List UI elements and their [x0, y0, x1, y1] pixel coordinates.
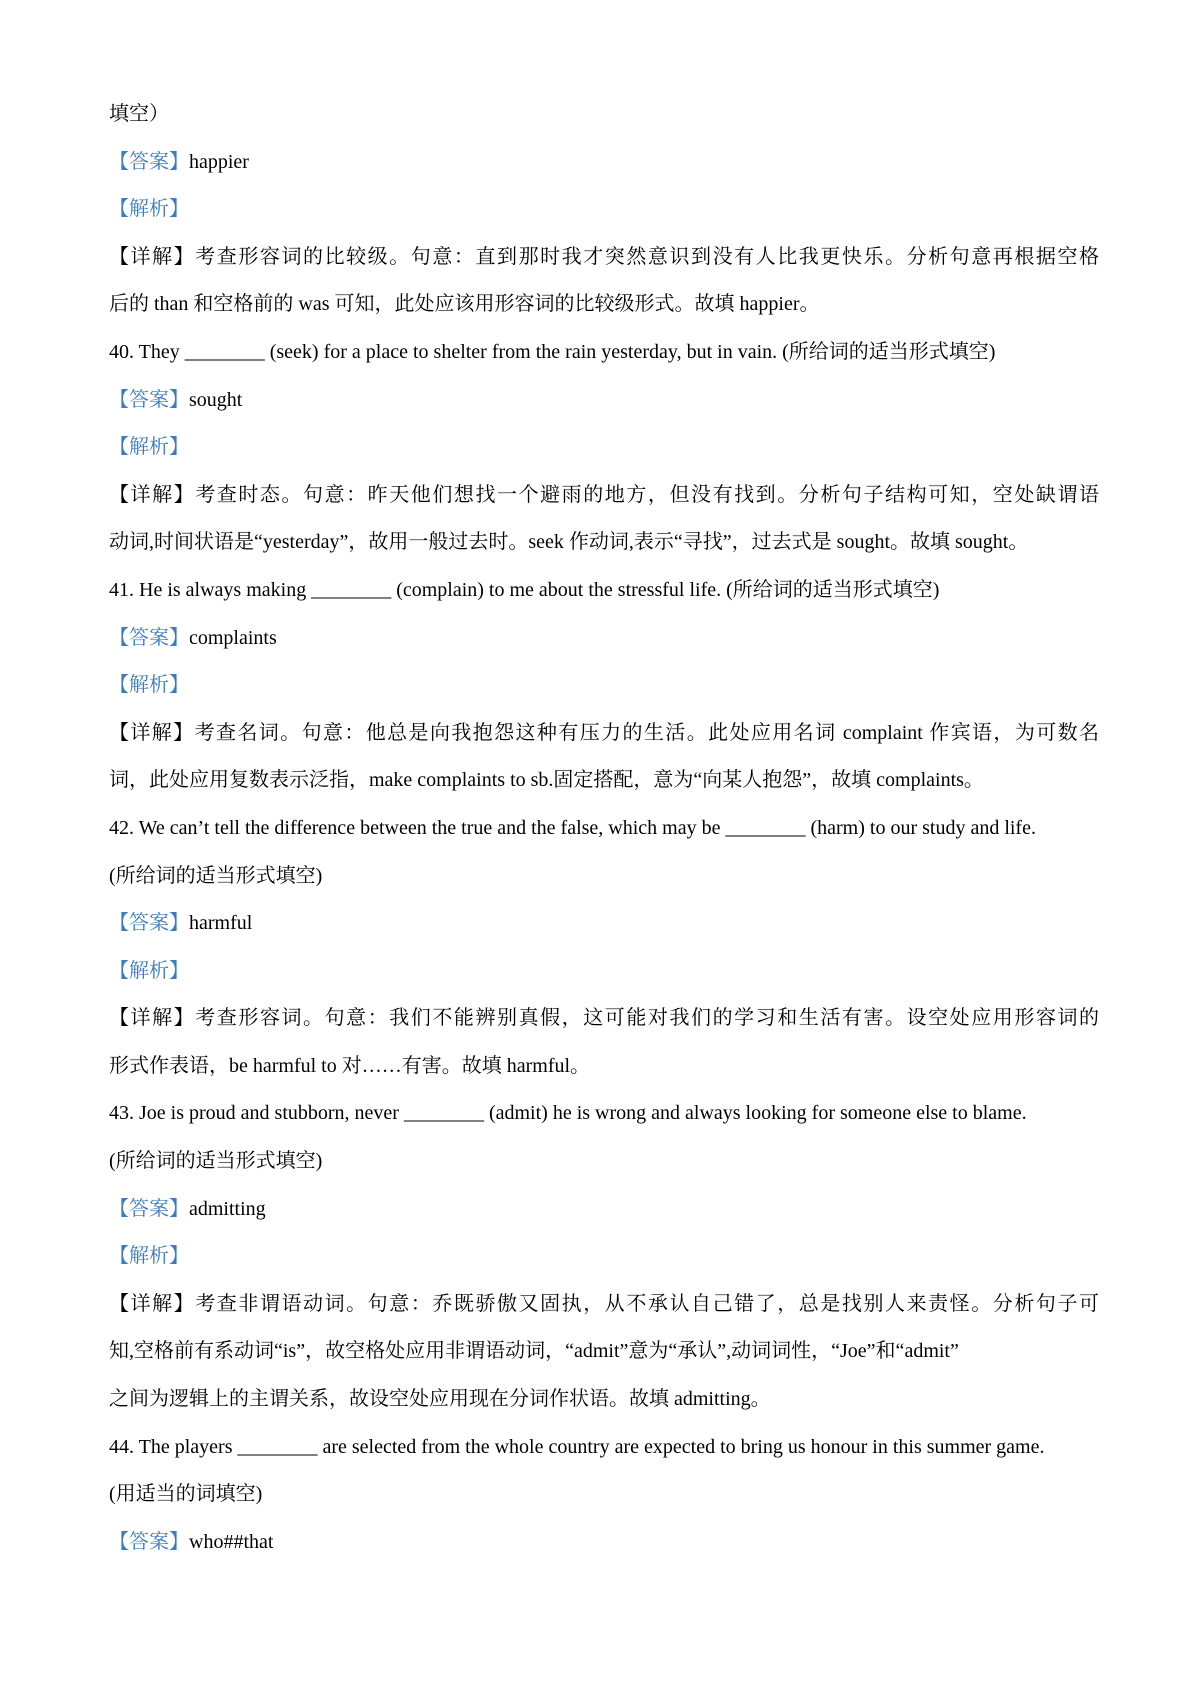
q43-detail-line-1 [109, 1281, 1099, 1329]
q42-question-line-1 [109, 805, 1099, 853]
q40-answer-line [109, 377, 1099, 425]
q40-detail-text-1: 考查时态。句意：昨天他们想找一个避雨的地方，但没有找到。分析句子结构可知，空处缺谓语 [195, 483, 1100, 506]
answer-label: 【答案】 [109, 1530, 189, 1553]
q42-detail-line-1 [109, 995, 1099, 1043]
q41-detail-line-2 [109, 757, 1099, 805]
detail-label: 【详解】 [109, 483, 196, 506]
q42-detail-line-2 [109, 1043, 1099, 1091]
continuation-text: 填空） [109, 103, 169, 125]
answer-label: 【答案】 [109, 388, 189, 411]
q43-question-text-2: (所给词的适当形式填空) [109, 1150, 323, 1173]
q40-detail-text-2: 动词,时间状语是“yesterday”，故用一般过去时。seek 作动词,表示“寻找”，过去式是 sought。故填 sought。 [109, 531, 1029, 554]
q40-question-text: 40. They ________ (seek) for a place to shelter from the rain yesterday, but in vain. (所给词的适当形式填空) [109, 340, 996, 363]
q39-analysis-line [109, 186, 1099, 234]
q42-question-text-2: (所给词的适当形式填空) [109, 864, 323, 887]
q41-detail-line-1 [109, 710, 1099, 758]
analysis-label: 【解析】 [109, 959, 189, 982]
q42-question-text-1: 42. We can’t tell the difference between the true and the false, which may be ________ (harm) to our study and life. [109, 816, 1036, 839]
q43-question-line-1 [109, 1090, 1099, 1138]
continuation-line [109, 91, 1099, 139]
q44-answer-line [109, 1519, 1099, 1567]
q41-detail-text-1: 考查名词。句意：他总是向我抱怨这种有压力的生活。此处应用名词 complaint 作宾语，为可数名 [194, 721, 1100, 744]
q42-answer: harmful [189, 912, 253, 935]
q40-detail-line-1 [109, 472, 1099, 520]
q43-detail-text-1: 考查非谓语动词。句意：乔既骄傲又固执，从不承认自己错了，总是找别人来责怪。分析句子可 [195, 1292, 1100, 1315]
q43-question-text-1: 43. Joe is proud and stubborn, never ________ (admit) he is wrong and always looking for someone else to blame. [109, 1102, 1027, 1125]
analysis-label: 【解析】 [109, 198, 189, 221]
detail-label: 【详解】 [109, 1292, 196, 1315]
q40-detail-line-2 [109, 519, 1099, 567]
q44-question-text-1: 44. The players ________ are selected from the whole country are expected to bring us honour in this summer game. [109, 1435, 1045, 1458]
q43-detail-line-2 [109, 1328, 1099, 1376]
analysis-label: 【解析】 [109, 674, 189, 697]
answer-label: 【答案】 [109, 626, 189, 649]
detail-label: 【详解】 [109, 1007, 196, 1030]
page-content [109, 91, 1099, 1566]
q41-answer: complaints [189, 626, 277, 649]
q39-detail-text-1: 考查形容词的比较级。句意：直到那时我才突然意识到没有人比我更快乐。分析句意再根据空格 [195, 245, 1100, 268]
q43-detail-line-3 [109, 1376, 1099, 1424]
q42-analysis-line [109, 948, 1099, 996]
q39-detail-text-2: 后的 than 和空格前的 was 可知，此处应该用形容词的比较级形式。故填 happier。 [109, 293, 820, 316]
q41-question-text: 41. He is always making ________ (complain) to me about the stressful life. (所给词的适当形式填空) [109, 578, 940, 601]
analysis-label: 【解析】 [109, 1245, 189, 1268]
q42-question-line-2 [109, 853, 1099, 901]
q40-answer: sought [189, 388, 243, 411]
q41-question-line-1 [109, 567, 1099, 615]
detail-label: 【详解】 [109, 245, 196, 268]
q39-detail-line-2 [109, 281, 1099, 329]
answer-label: 【答案】 [109, 1197, 189, 1220]
q43-answer-line [109, 1186, 1099, 1234]
answer-label: 【答案】 [109, 150, 189, 173]
q43-detail-text-3: 之间为逻辑上的主谓关系，故设空处应用现在分词作状语。故填 admitting。 [109, 1388, 771, 1411]
q44-answer: who##that [189, 1530, 274, 1553]
q42-detail-text-1: 考查形容词。句意：我们不能辨别真假，这可能对我们的学习和生活有害。设空处应用形容词的 [195, 1007, 1100, 1030]
q43-detail-text-2: 知,空格前有系动词“is”，故空格处应用非谓语动词，“admit”意为“承认”,动词词性，“Joe”和“admit” [109, 1340, 959, 1363]
q41-detail-text-2: 词，此处应用复数表示泛指，make complaints to sb.固定搭配，意为“向某人抱怨”，故填 complaints。 [109, 769, 984, 792]
q43-question-line-2 [109, 1138, 1099, 1186]
q39-detail-line-1 [109, 234, 1099, 282]
q39-answer: happier [189, 150, 249, 173]
q39-answer-line [109, 139, 1099, 187]
q42-answer-line [109, 900, 1099, 948]
q44-question-line-1 [109, 1424, 1099, 1472]
q44-question-text-2: (用适当的词填空) [109, 1483, 263, 1506]
q40-question-line-1 [109, 329, 1099, 377]
q43-answer: admitting [189, 1197, 266, 1220]
q40-analysis-line [109, 424, 1099, 472]
q41-analysis-line [109, 662, 1099, 710]
analysis-label: 【解析】 [109, 436, 189, 459]
detail-label: 【详解】 [109, 721, 195, 744]
q41-answer-line [109, 615, 1099, 663]
answer-label: 【答案】 [109, 912, 189, 935]
q43-analysis-line [109, 1233, 1099, 1281]
q44-question-line-2 [109, 1471, 1099, 1519]
q42-detail-text-2: 形式作表语，be harmful to 对……有害。故填 harmful。 [109, 1054, 591, 1077]
